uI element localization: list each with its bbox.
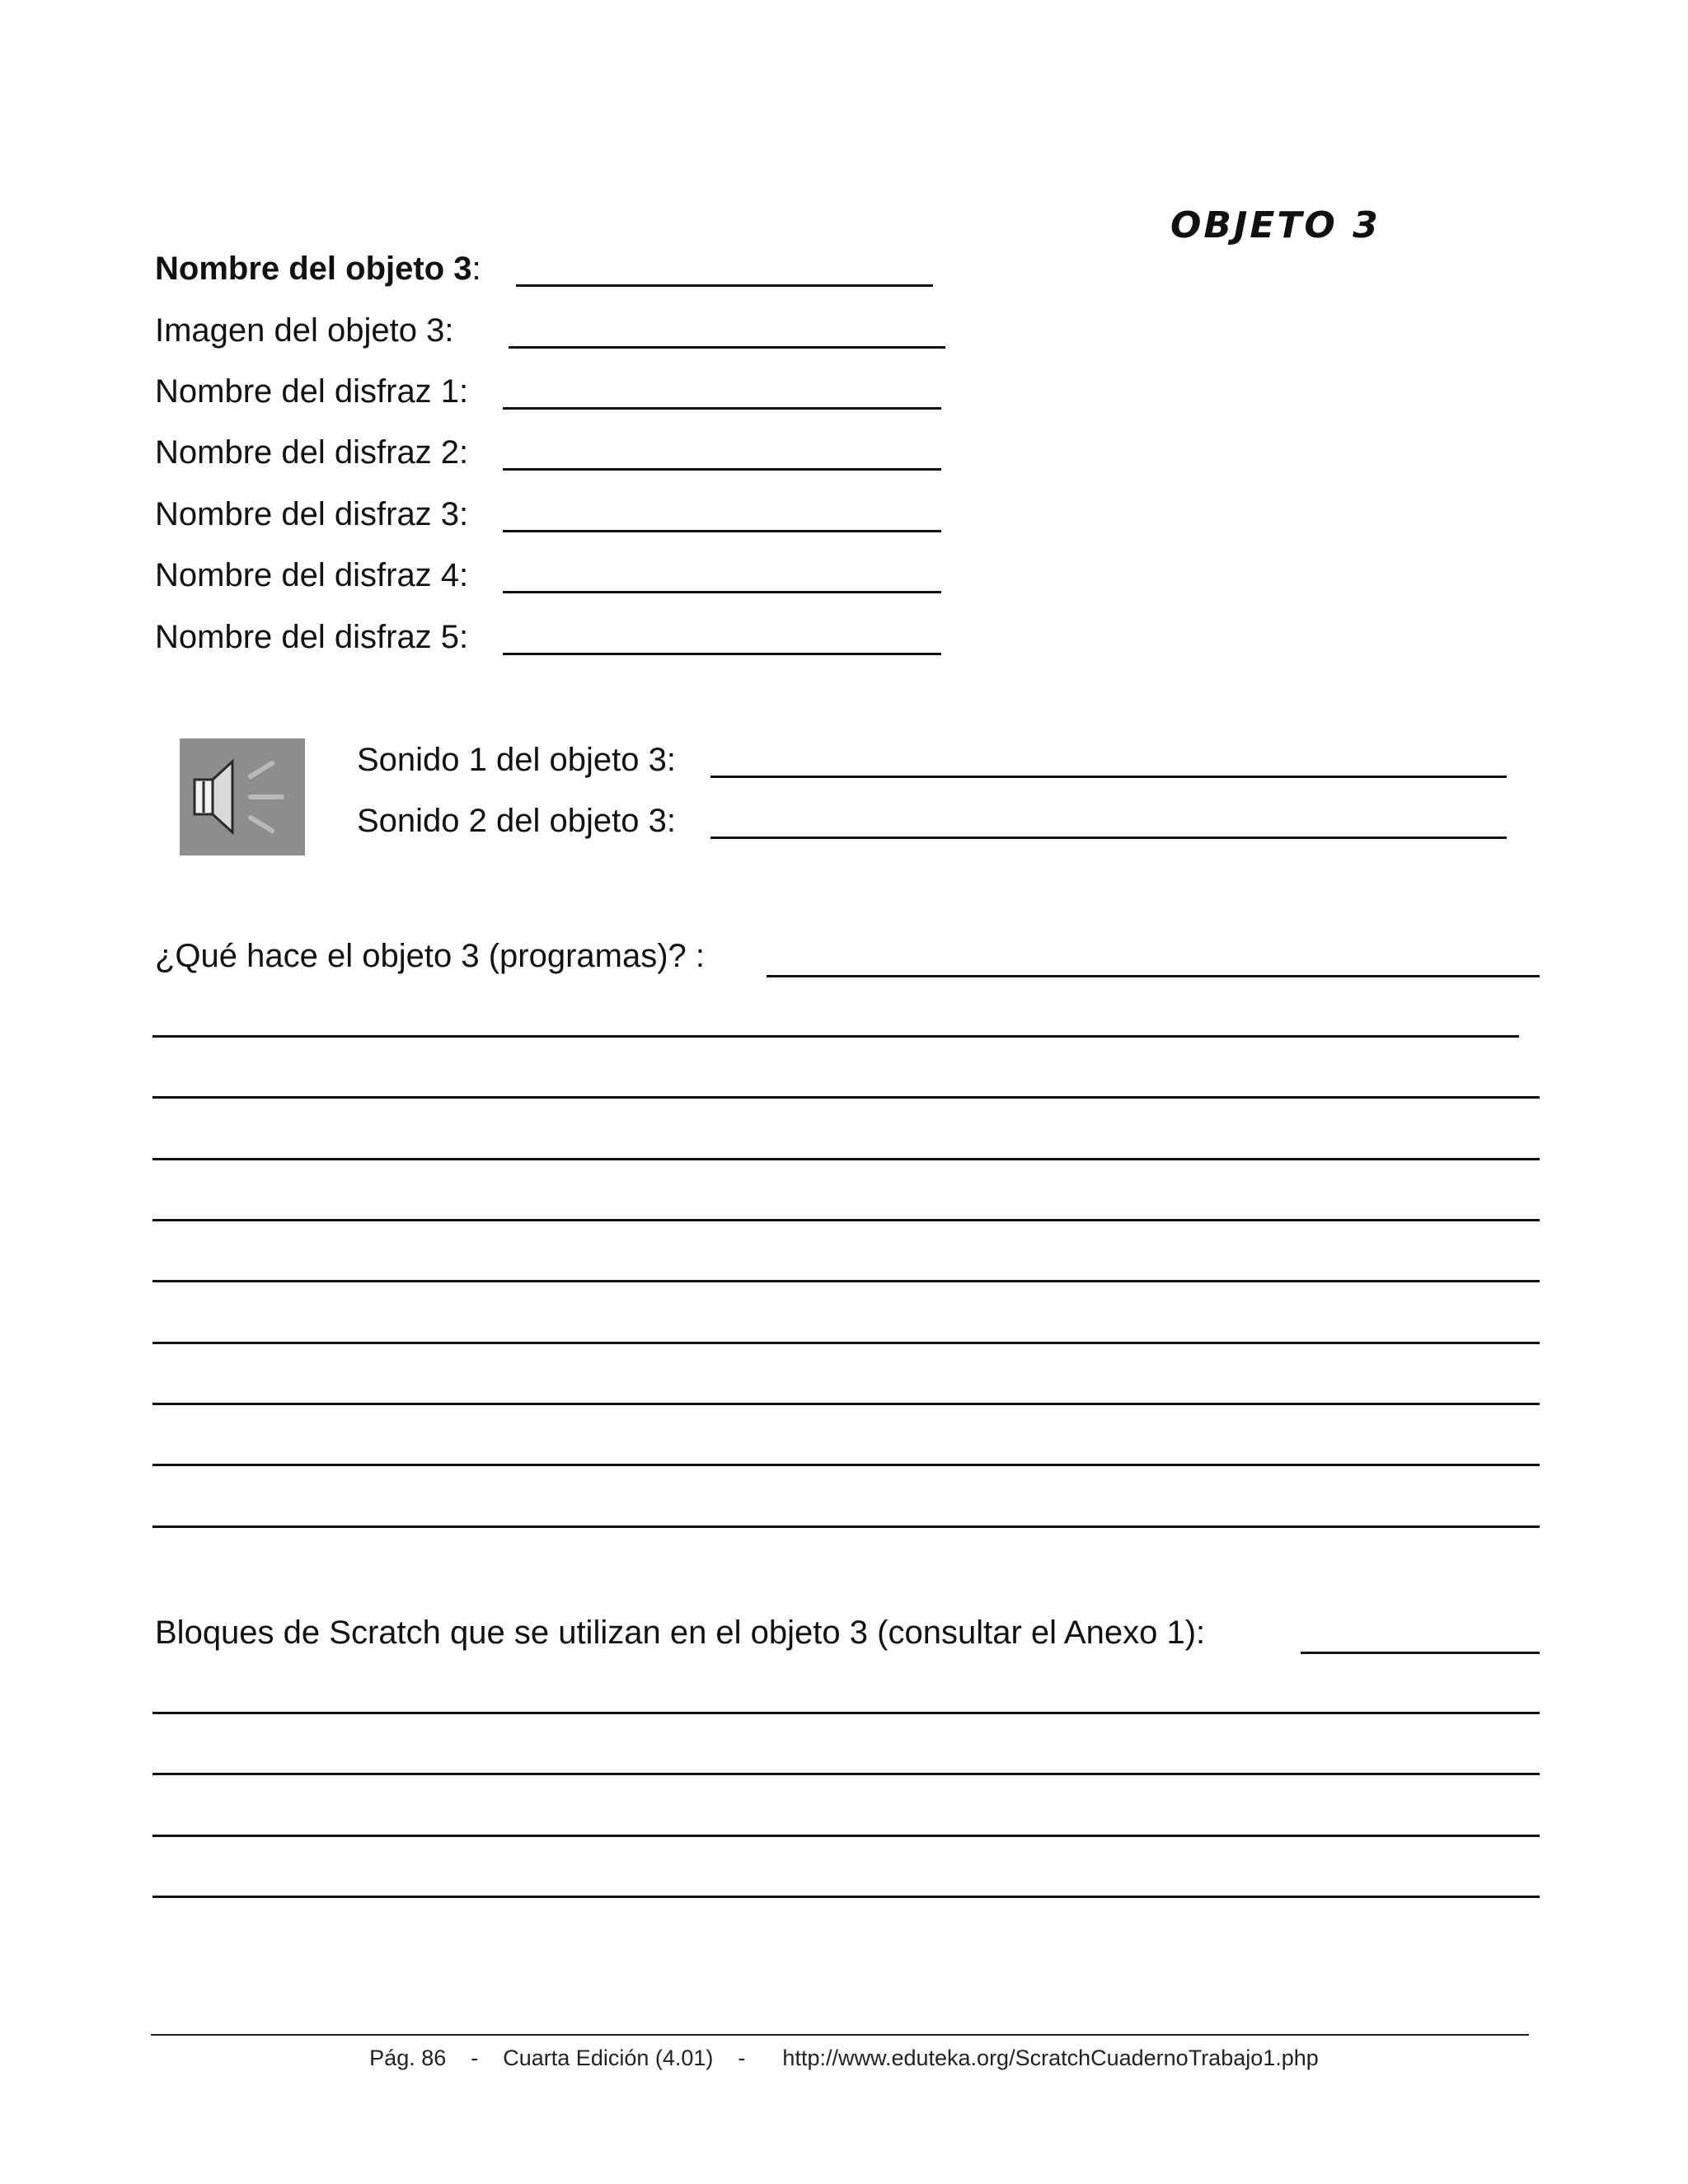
sound-2-label: Sonido 2 del objeto 3: <box>357 803 676 839</box>
programs-question: ¿Qué hace el objeto 3 (programas)? : <box>155 938 706 974</box>
blocks-blank-3[interactable] <box>152 1835 1540 1837</box>
programs-blank-8[interactable] <box>152 1464 1540 1466</box>
page-title: OBJETO 3 <box>1170 204 1381 246</box>
costume-3-label: Nombre del disfraz 3: <box>155 496 469 532</box>
programs-blank-1[interactable] <box>152 1035 1519 1038</box>
object-image-label: Imagen del objeto 3: <box>155 312 454 349</box>
blocks-question: Bloques de Scratch que se utilizan en el objeto 3 (consultar el Anexo 1): <box>155 1615 1206 1651</box>
footer-page: Pág. 86 <box>369 2046 447 2070</box>
footer-edition: Cuarta Edición (4.01) <box>503 2046 714 2070</box>
programs-blank-9[interactable] <box>152 1526 1540 1528</box>
object-name-label-bold: Nombre del objeto 3 <box>155 251 472 287</box>
programs-blank-2[interactable] <box>152 1096 1540 1099</box>
sound-1-blank[interactable] <box>710 776 1507 778</box>
programs-blank-7[interactable] <box>152 1403 1540 1405</box>
footer: Pág. 86 - Cuarta Edición (4.01) - http://www.eduteka.org/ScratchCuadernoTrabajo1.php <box>369 2046 1319 2070</box>
costume-5-blank[interactable] <box>503 653 941 655</box>
blocks-blank-2[interactable] <box>152 1773 1540 1775</box>
programs-blank-0[interactable] <box>767 975 1540 977</box>
object-name-label <box>155 249 481 288</box>
footer-url[interactable]: http://www.eduteka.org/ScratchCuadernoTrabajo1.php <box>782 2046 1319 2070</box>
blocks-blank-4[interactable] <box>152 1896 1540 1898</box>
costume-3-blank[interactable] <box>503 530 941 532</box>
blocks-blank-0[interactable] <box>1301 1652 1540 1654</box>
costume-5-label: Nombre del disfraz 5: <box>155 619 469 655</box>
object-image-blank[interactable] <box>509 346 945 349</box>
sound-1-label: Sonido 1 del objeto 3: <box>357 742 676 778</box>
object-name-blank[interactable] <box>516 284 933 287</box>
programs-blank-6[interactable] <box>152 1342 1540 1344</box>
programs-blank-3[interactable] <box>152 1158 1540 1160</box>
speaker-icon <box>180 738 305 855</box>
programs-blank-4[interactable] <box>152 1219 1540 1221</box>
programs-blank-5[interactable] <box>152 1280 1540 1282</box>
costume-1-label: Nombre del disfraz 1: <box>155 373 469 410</box>
footer-rule <box>151 2034 1529 2036</box>
costume-2-label: Nombre del disfraz 2: <box>155 434 469 471</box>
object-name-label-colon: : <box>471 251 481 287</box>
costume-4-label: Nombre del disfraz 4: <box>155 557 469 593</box>
costume-2-blank[interactable] <box>503 468 941 471</box>
costume-4-blank[interactable] <box>503 591 941 593</box>
costume-1-blank[interactable] <box>503 407 941 410</box>
blocks-blank-1[interactable] <box>152 1712 1540 1714</box>
sound-2-blank[interactable] <box>710 837 1507 839</box>
